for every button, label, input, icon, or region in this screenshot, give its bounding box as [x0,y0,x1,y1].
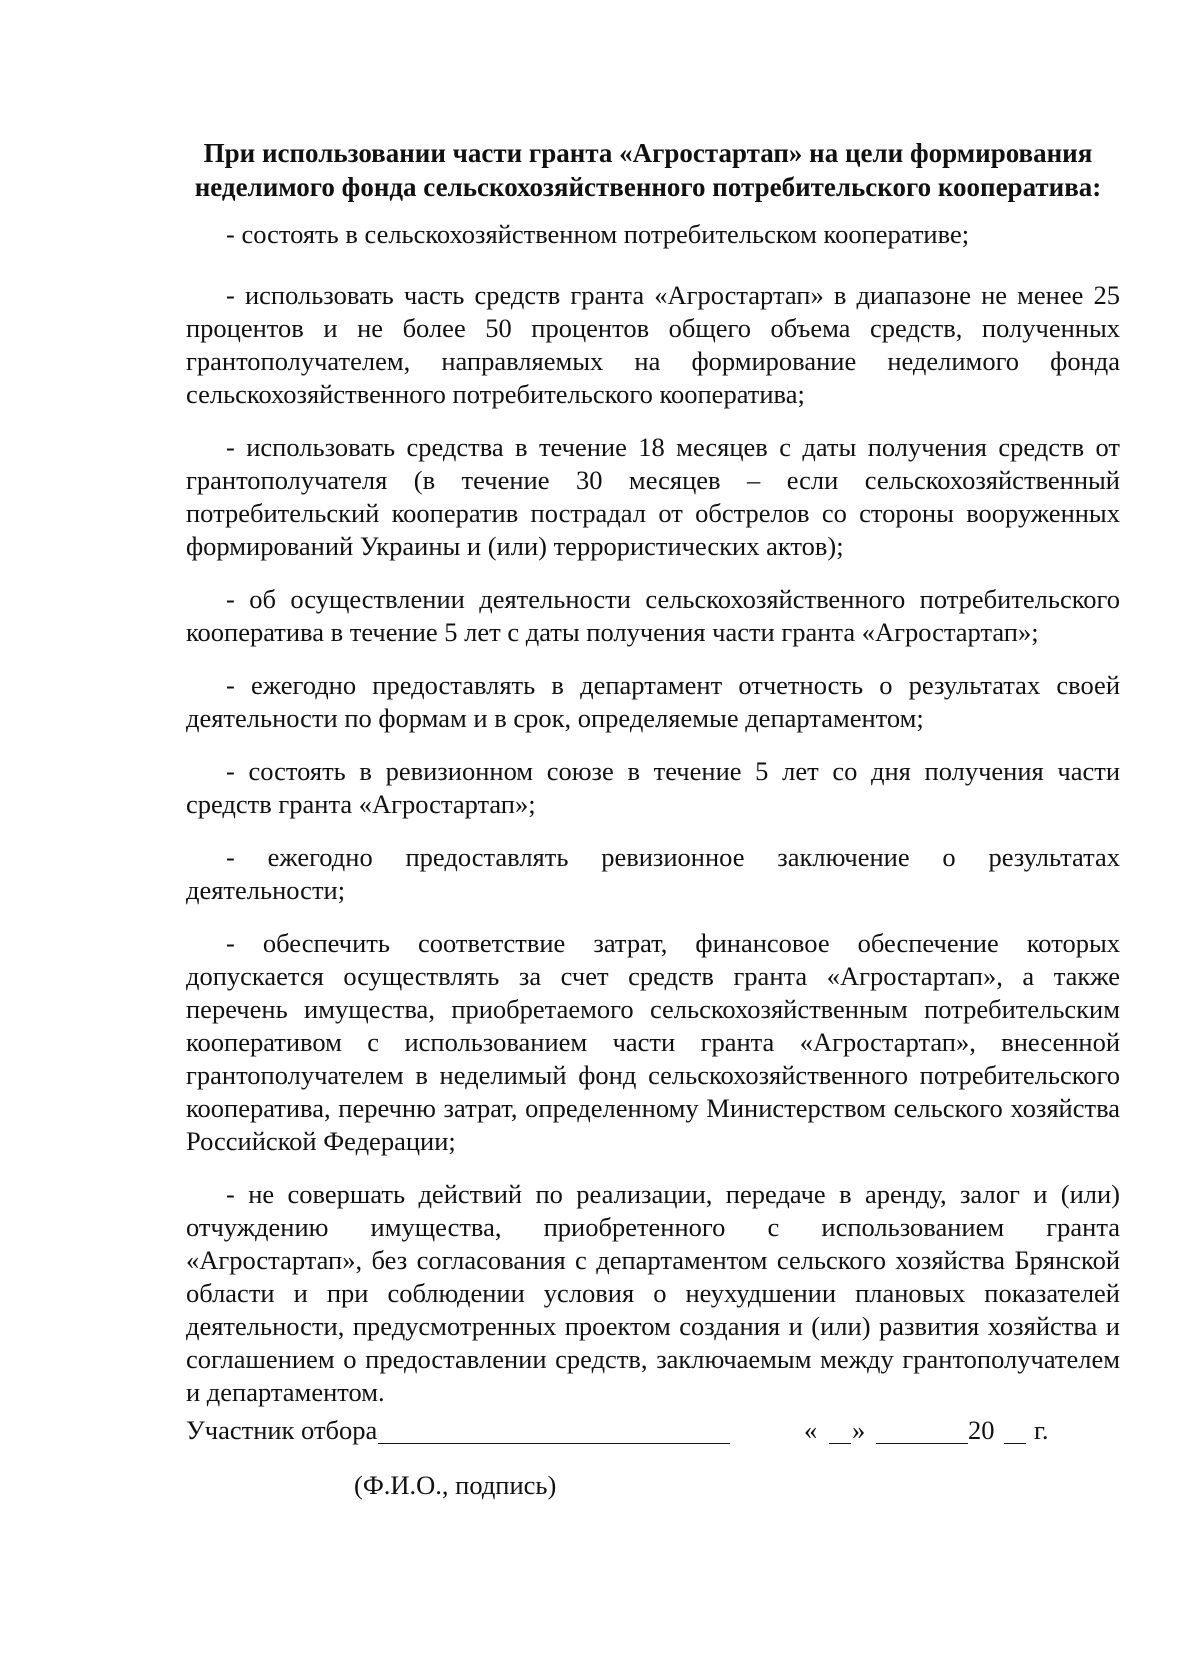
date-close-quote: » [852,1415,866,1445]
date-year-prefix: 20 [968,1415,995,1445]
date-day-blank [829,1443,851,1444]
date-year-blank [1004,1443,1026,1444]
date-open-quote: « [804,1415,818,1445]
participant-label: Участник отбора [186,1415,378,1445]
document-title: При использовании части гранта «Агростартап» на цели формирования неделимого фонда сельскохозяйственного потребительского кооператива: [194,138,1102,202]
condition-paragraph: - состоять в ревизионном союзе в течение 5 лет со дня получения части средств гранта «Агростартап»; [186,756,1120,819]
condition-paragraph: - использовать средства в течение 18 месяцев с даты получения средств от грантополучателя (в течение 30 месяцев – если сельскохозяйственный потребительский кооператив пострадал от обстрелов со стороны вооруженных формирований Украины и (или) террористических актов); [186,432,1120,561]
condition-paragraph: - ежегодно предоставлять в департамент отчетность о результатах своей деятельности по формам и в срок, определяемые департаментом; [186,670,1120,733]
date-month-blank [876,1443,968,1444]
condition-paragraph: - использовать часть средств гранта «Агростартап» в диапазоне не менее 25 процентов и не более 50 процентов общего объема средств, полученных грантополучателем, направляемых на формирование неделимого фонда сельскохозяйственного потребительского кооператива; [186,280,1120,409]
condition-paragraph: - состоять в сельскохозяйственном потребительском кооперативе; [226,219,970,249]
condition-paragraph: - ежегодно предоставлять ревизионное заключение о результатах деятельности; [186,842,1120,905]
condition-paragraph: - обеспечить соответствие затрат, финансовое обеспечение которых допускается осуществлять за счет средств гранта «Агростартап», а также перечень имущества, приобретаемого сельскохозяйственным потребительским кооперативом с использованием части гранта «Агростартап», внесенной грантополучателем в неделимый фонд сельскохозяйственного потребительского кооператива, перечню затрат, определенному Министерством сельского хозяйства Российской Федерации; [186,928,1120,1156]
signature-blank-line [378,1443,730,1444]
condition-paragraph: - об осуществлении деятельности сельскохозяйственного потребительского кооператива в течение 5 лет с даты получения части гранта «Агростартап»; [186,584,1120,647]
signature-caption: (Ф.И.О., подпись) [354,1470,557,1500]
conditions-list [186,218,1120,1429]
condition-paragraph: - не совершать действий по реализации, передаче в аренду, залог и (или) отчуждению имущества, приобретенного с использованием гранта «Агростартап», без согласования с департаментом сельского хозяйства Брянской области и при соблюдении условия о неухудшении плановых показателей деятельности, предусмотренных проектом создания и (или) развития хозяйства и соглашением о предоставлении средств, заключаемым между грантополучателем и департаментом. [186,1179,1120,1407]
date-suffix: г. [1034,1415,1049,1445]
signature-row [186,1413,1116,1453]
